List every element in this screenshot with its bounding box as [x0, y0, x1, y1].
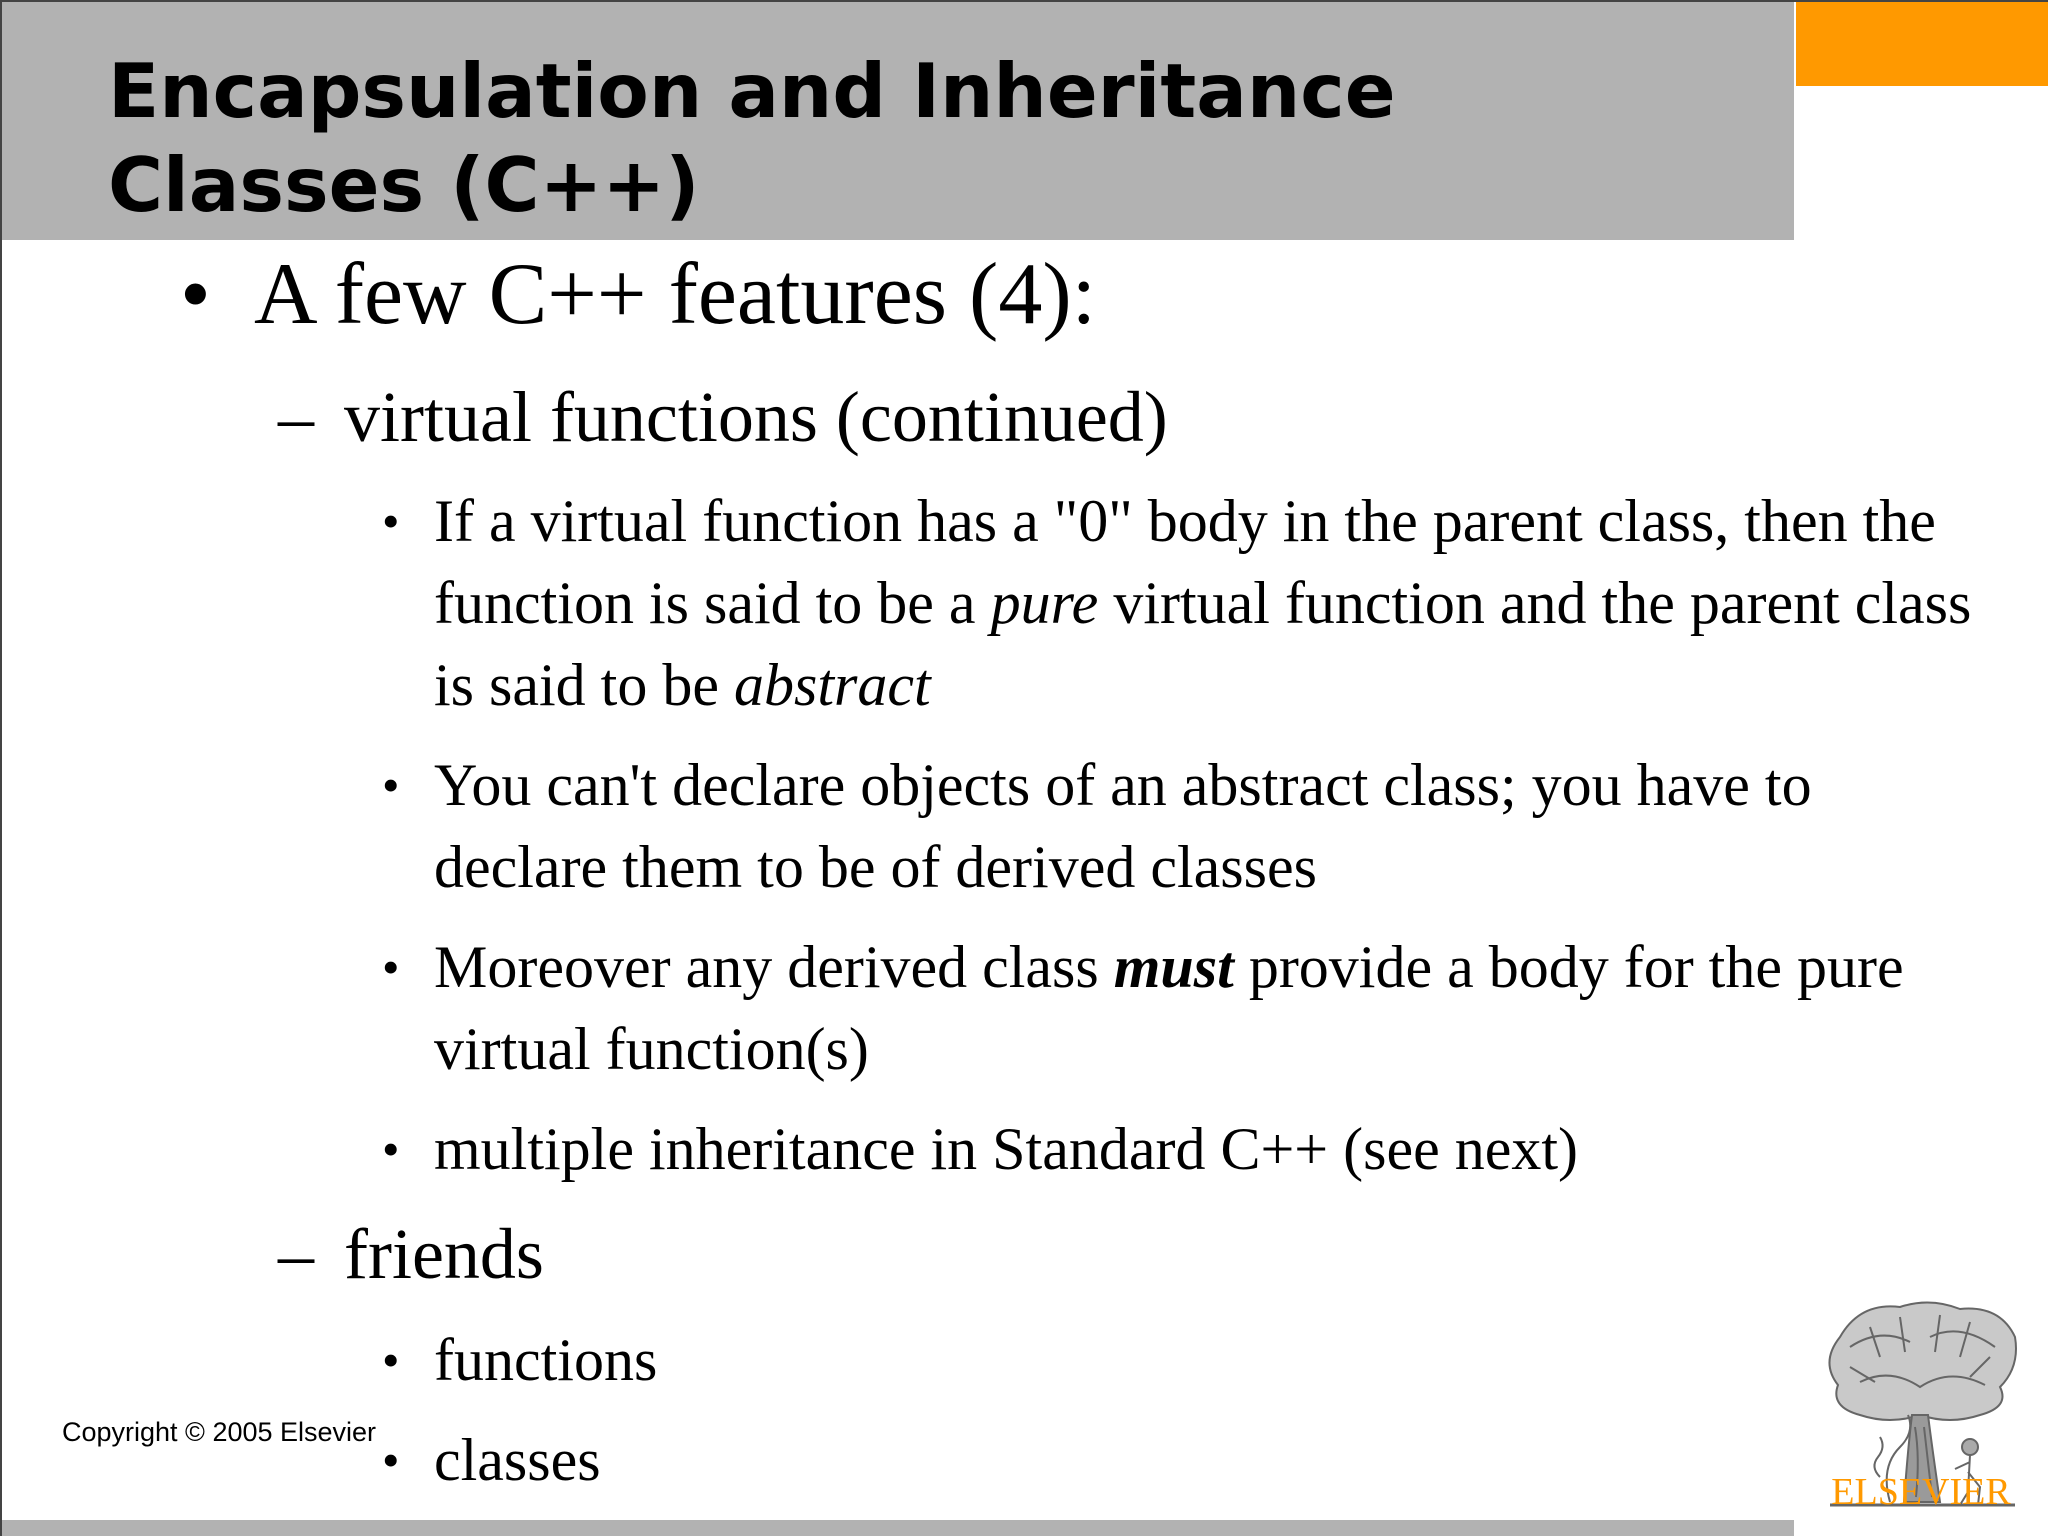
- bullet-marker: •: [382, 1121, 400, 1177]
- bullet-marker: •: [382, 757, 400, 813]
- list-item-text: [434, 480, 1994, 726]
- list-item-text: multiple inheritance in Standard C++ (see next): [434, 1116, 1579, 1182]
- bullet-marker: •: [382, 939, 400, 995]
- italic-term-pure: pure: [990, 570, 1099, 636]
- slide-content: [2, 2, 2048, 1536]
- title-line-1: Encapsulation and Inheritance: [108, 47, 1396, 135]
- italic-term-abstract: abstract: [733, 652, 931, 718]
- copyright-notice: Copyright © 2005 Elsevier: [62, 1417, 377, 1447]
- elsevier-wordmark: ELSEVIER: [1831, 1471, 2011, 1513]
- sub-bullet-text: friends: [344, 1214, 544, 1294]
- list-item-text: functions: [434, 1327, 658, 1393]
- bullet-marker: •: [382, 1332, 400, 1388]
- bullet-marker: •: [180, 246, 211, 343]
- list-item-text: classes: [434, 1427, 601, 1493]
- list-item-text: You can't declare objects of an abstract class; you have to declare them to be of derived classes: [434, 752, 1812, 900]
- bullet-marker: •: [382, 493, 400, 549]
- text-run: provide a body for the pure virtual function(s): [434, 934, 1904, 1082]
- text-run: virtual function and the parent class is said to be: [434, 570, 1972, 718]
- dash-marker: –: [278, 1214, 314, 1294]
- sub-bullet-text: virtual functions (continued): [344, 377, 1168, 457]
- list-item-text: [434, 926, 1994, 1090]
- bold-italic-term-must: must: [1113, 934, 1234, 1000]
- bullet-marker: •: [382, 1432, 400, 1488]
- title-line-2: Classes (C++): [108, 141, 700, 229]
- text-run: If a virtual function has a "0" body in the parent class, then the function is said to be a: [434, 488, 1936, 636]
- bullet-text: A few C++ features (4):: [254, 246, 1097, 343]
- text-run: Moreover any derived class: [434, 934, 1114, 1000]
- dash-marker: –: [278, 377, 314, 457]
